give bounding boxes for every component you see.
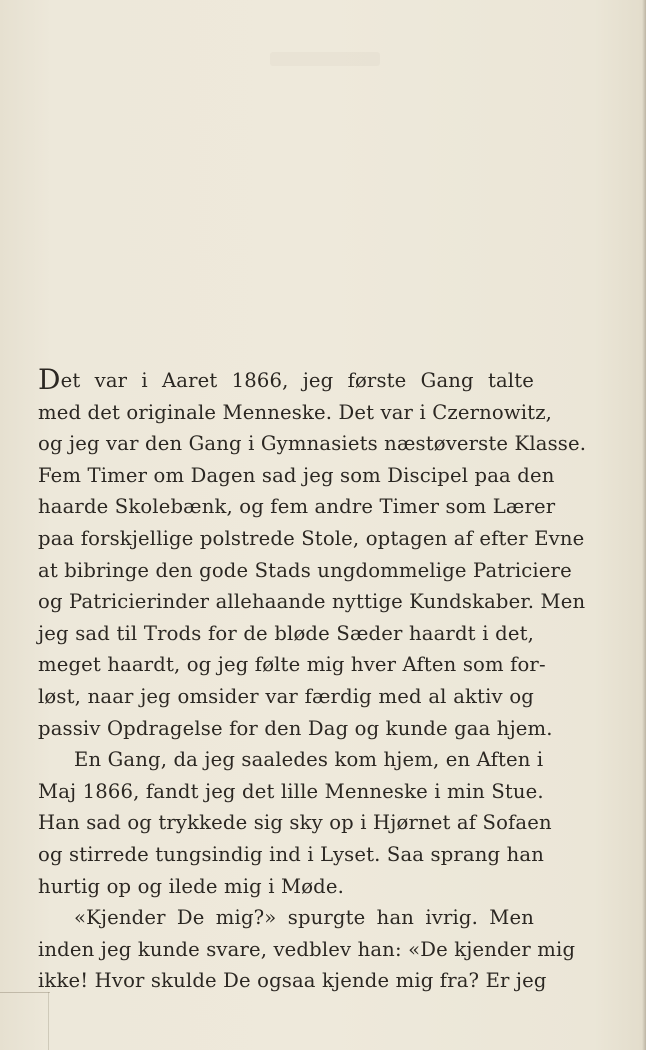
text-line: haarde Skolebænk, og fem andre Timer som Lærer [38,495,556,519]
text-line: «Kjender De mig?» spurgte han ivrig. Men [74,906,534,930]
scan-corner-mark [0,992,50,993]
text-line: jeg sad til Trods for de bløde Sæder haardt i det, [38,621,534,645]
text-line: passiv Opdragelse for den Dag og kunde gaa hjem. [38,716,553,740]
text-line: løst, naar jeg omsider var færdig med al aktiv og [38,684,534,708]
text-line: og Patricierinder allehaande nyttige Kundskaber. Men [38,590,586,614]
text-line: ikke! Hvor skulde De ogsaa kjende mig fra? Er jeg [38,969,547,993]
text-line: inden jeg kunde svare, vedblev han: «De kjender mig [38,937,576,961]
drop-cap: D [38,363,61,396]
text-line: Fem Timer om Dagen sad jeg som Discipel paa den [38,463,555,487]
body-text [38,363,587,997]
text-line: og stirrede tungsindig ind i Lyset. Saa sprang han [38,842,544,866]
text-line: meget haardt, og jeg følte mig hver Aften som for- [38,653,546,677]
text-line: Maj 1866, fandt jeg det lille Menneske i min Stue. [38,779,544,803]
text-line: Han sad og trykkede sig sky op i Hjørnet af Sofaen [38,811,552,835]
text-line: at bibringe den gode Stads ungdommelige Patriciere [38,558,572,582]
first-line-text: et var i Aaret 1866, jeg første Gang talte [60,369,534,392]
text-line: hurtig op og ilede mig i Møde. [38,874,344,898]
scan-corner-mark [48,992,49,1050]
show-through-mark [270,52,380,66]
page-edge-shadow [642,0,646,1050]
text-line: med det originale Menneske. Det var i Czernowitz, [38,400,553,424]
text-line: En Gang, da jeg saaledes kom hjem, en Aften i [74,748,544,772]
text-line [38,365,534,397]
text-line: og jeg var den Gang i Gymnasiets næstøverste Klasse. [38,432,587,456]
text-line: paa forskjellige polstrede Stole, optagen af efter Evne [38,526,585,550]
